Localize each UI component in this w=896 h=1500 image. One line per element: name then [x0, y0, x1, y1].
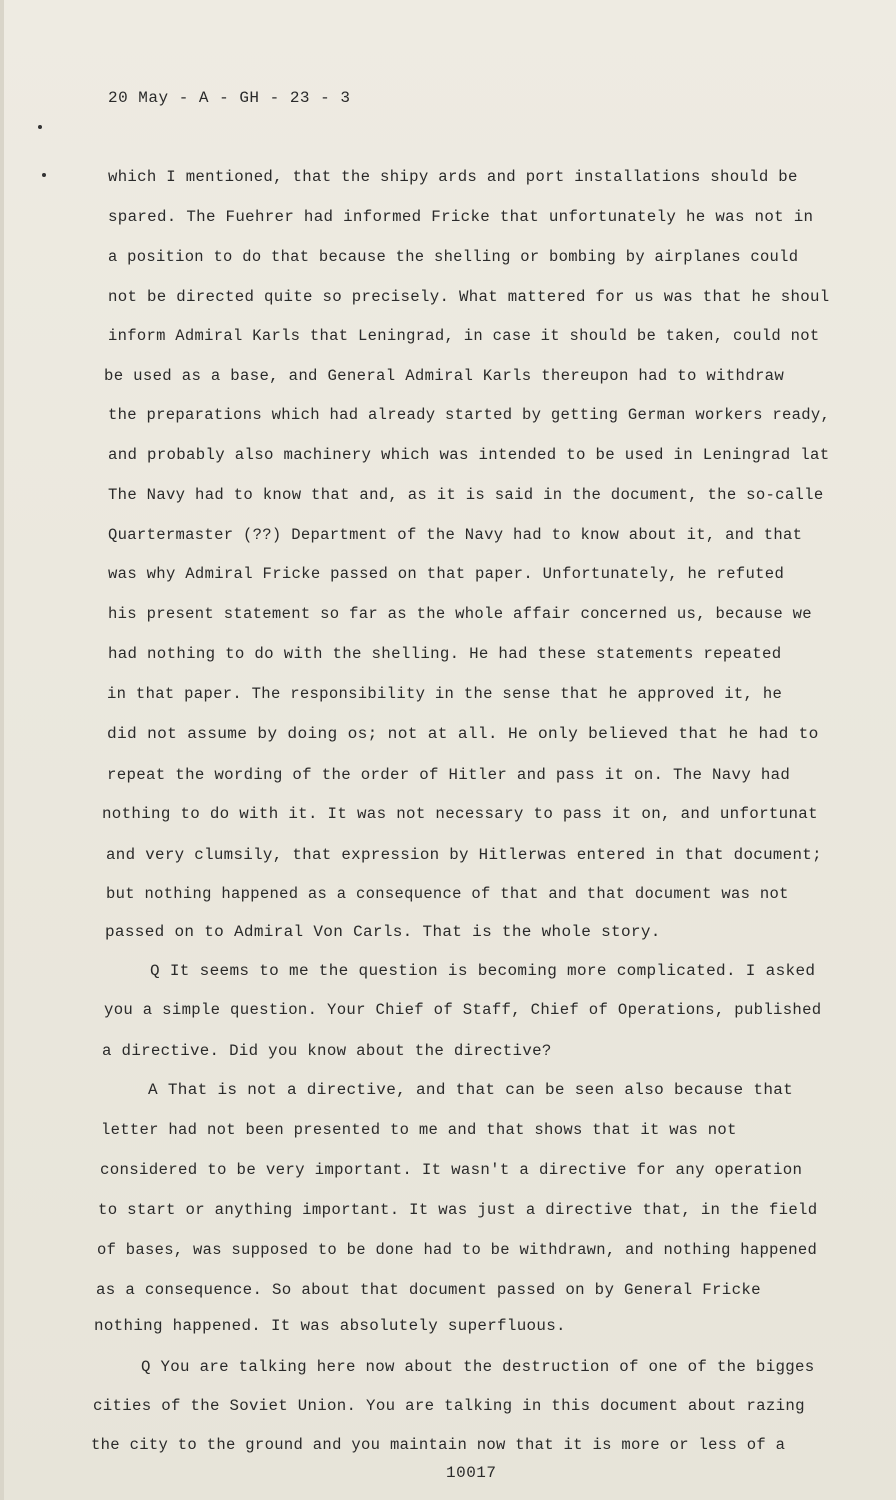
text-line: in that paper. The responsibility in the sense that he approved it, he — [107, 685, 783, 703]
text-line: but nothing happened as a consequence of that and that document was not — [106, 885, 789, 903]
text-line: not be directed quite so precisely. What mattered for us was that he shoul — [108, 288, 830, 306]
page-number: 10017 — [446, 1464, 497, 1482]
text-line: letter had not been presented to me and that shows that it was not — [101, 1121, 737, 1139]
text-line: was why Admiral Fricke passed on that paper. Unfortunately, he refuted — [108, 565, 785, 583]
text-line: to start or anything important. It was just a directive that, in the field — [98, 1201, 818, 1219]
text-line: you a simple question. Your Chief of Staff, Chief of Operations, published — [104, 1001, 822, 1019]
document-header: 20 May - A - GH - 23 - 3 — [108, 89, 351, 107]
page-edge — [0, 0, 4, 1500]
text-line: of bases, was supposed to be done had to be withdrawn, and nothing happened — [97, 1241, 818, 1259]
text-line: his present statement so far as the whole affair concerned us, because we — [108, 605, 812, 623]
text-line: had nothing to do with the shelling. He had these statements repeated — [108, 645, 782, 663]
text-line: passed on to Admiral Von Carls. That is the whole story. — [105, 923, 661, 941]
margin-mark — [42, 173, 46, 177]
text-line: inform Admiral Karls that Leningrad, in case it should be taken, could not — [108, 327, 820, 345]
text-line: be used as a base, and General Admiral Karls thereupon had to withdraw — [104, 367, 785, 385]
text-line: cities of the Soviet Union. You are talking in this document about razing — [93, 1397, 805, 1415]
text-line: did not assume by doing os; not at all. He only believed that he had to — [107, 725, 819, 743]
text-line: which I mentioned, that the shipy ards and port installations should be — [108, 168, 798, 186]
text-line: nothing happened. It was absolutely superfluous. — [94, 1317, 566, 1335]
text-line: a directive. Did you know about the directive? — [102, 1042, 552, 1060]
text-line: repeat the wording of the order of Hitler and pass it on. The Navy had — [107, 766, 791, 784]
text-line: the preparations which had already started by getting German workers ready, — [108, 406, 831, 424]
text-line: considered to be very important. It wasn't a directive for any operation — [100, 1161, 803, 1179]
text-line: A That is not a directive, and that can be seen also because that — [148, 1081, 794, 1099]
text-line: The Navy had to know that and, as it is said in the document, the so-calle — [108, 486, 824, 504]
text-line: nothing to do with it. It was not necessary to pass it on, and unfortunat — [102, 805, 818, 823]
text-line: Quartermaster (??) Department of the Navy had to know about it, and that — [108, 526, 803, 544]
text-line: as a consequence. So about that document passed on by General Fricke — [96, 1281, 761, 1299]
text-line: the city to the ground and you maintain now that it is more or less of a — [91, 1436, 786, 1454]
text-line: Q It seems to me the question is becoming more complicated. I asked — [150, 962, 816, 980]
margin-mark — [38, 125, 42, 129]
text-line: and probably also machinery which was intended to be used in Leningrad lat — [108, 446, 830, 464]
text-line: and very clumsily, that expression by Hitlerwas entered in that document; — [106, 846, 822, 864]
text-line: Q You are talking here now about the destruction of one of the bigges — [141, 1358, 815, 1376]
text-line: a position to do that because the shelling or bombing by airplanes could — [108, 248, 799, 266]
text-line: spared. The Fuehrer had informed Fricke that unfortunately he was not in — [108, 208, 814, 226]
